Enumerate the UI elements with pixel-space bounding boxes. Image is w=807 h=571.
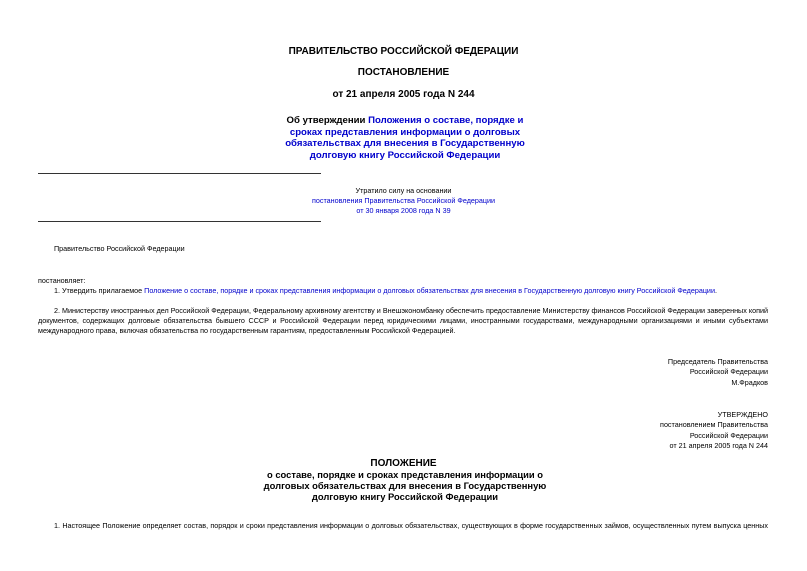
item-1-suffix: . [714,286,717,295]
signature-block [668,357,768,388]
regulation-item-1: 1. Настоящее Положение определяет состав, порядок и сроки представления информации о долговых обязательствах, существующих в форме государственных займов, осуществленных путем выпуска ценных [54,521,768,530]
separator-top [38,173,321,174]
approved-label: УТВЕРЖДЕНО [717,410,768,419]
signature-name: М.Фрадков [731,377,768,387]
approved-date-number: от 21 апреля 2005 года N 244 [669,441,768,451]
signature-title: Председатель Правительства [667,357,768,366]
status-note-text: Утратило силу на основании [355,186,452,195]
approved-block [660,410,768,452]
item-1-regulation-link[interactable]: Положение о составе, порядке и сроках представления информации о долговых обязательствах для внесения в Государственную долговую книгу Российской Федерации [144,286,715,295]
separator-bottom [38,221,321,222]
status-note-link-date[interactable]: от 30 января 2008 года N 39 [356,206,451,216]
document-title [270,115,540,161]
item-1-prefix: 1. Утвердить прилагаемое [54,286,145,295]
item-1 [54,286,717,295]
government-name: ПРАВИТЕЛЬСТВО РОССИЙСКОЙ ФЕДЕРАЦИИ [288,46,519,57]
document-type: ПОСТАНОВЛЕНИЕ [357,67,450,78]
approved-country: Российской Федерации [689,430,768,440]
decrees-word: постановляет: [38,276,86,285]
document-date-number: от 21 апреля 2005 года N 244 [332,89,475,100]
preamble: Правительство Российской Федерации [54,244,185,253]
title-regulation-link[interactable]: Положения о составе, порядке и сроках представления информации о долговых обязательствах для внесения в Государственную долговую книгу Российской Федерации [285,115,525,161]
signature-country: Российской Федерации [689,367,768,377]
regulation-subheading: о составе, порядке и сроках представления информации о долговых обязательствах для внесения в Государственную долговую книгу Российской Федерации [263,469,547,502]
regulation-heading: ПОЛОЖЕНИЕ [370,458,437,469]
item-2: 2. Министерству иностранных дел Российской Федерации, Федеральному архивному агентству и Внешэкономбанку обеспечить предоставление Министерству финансов Российской Федерации заверенных копий документов, содержащих долговые обязательства бывшего СССР и Российской Федерации перед юридическими лицами, иностранными государствами, международными организациями и иными субъектами международного права, включая обязательства по государственным гарантиям, предоставленным Российской Федерацией. [38,306,768,336]
approved-by: постановлением Правительства [660,420,768,430]
status-note [250,186,557,217]
title-prefix: Об утверждении [286,115,369,126]
status-note-link[interactable]: постановления Правительства Российской Федерации [311,196,496,206]
